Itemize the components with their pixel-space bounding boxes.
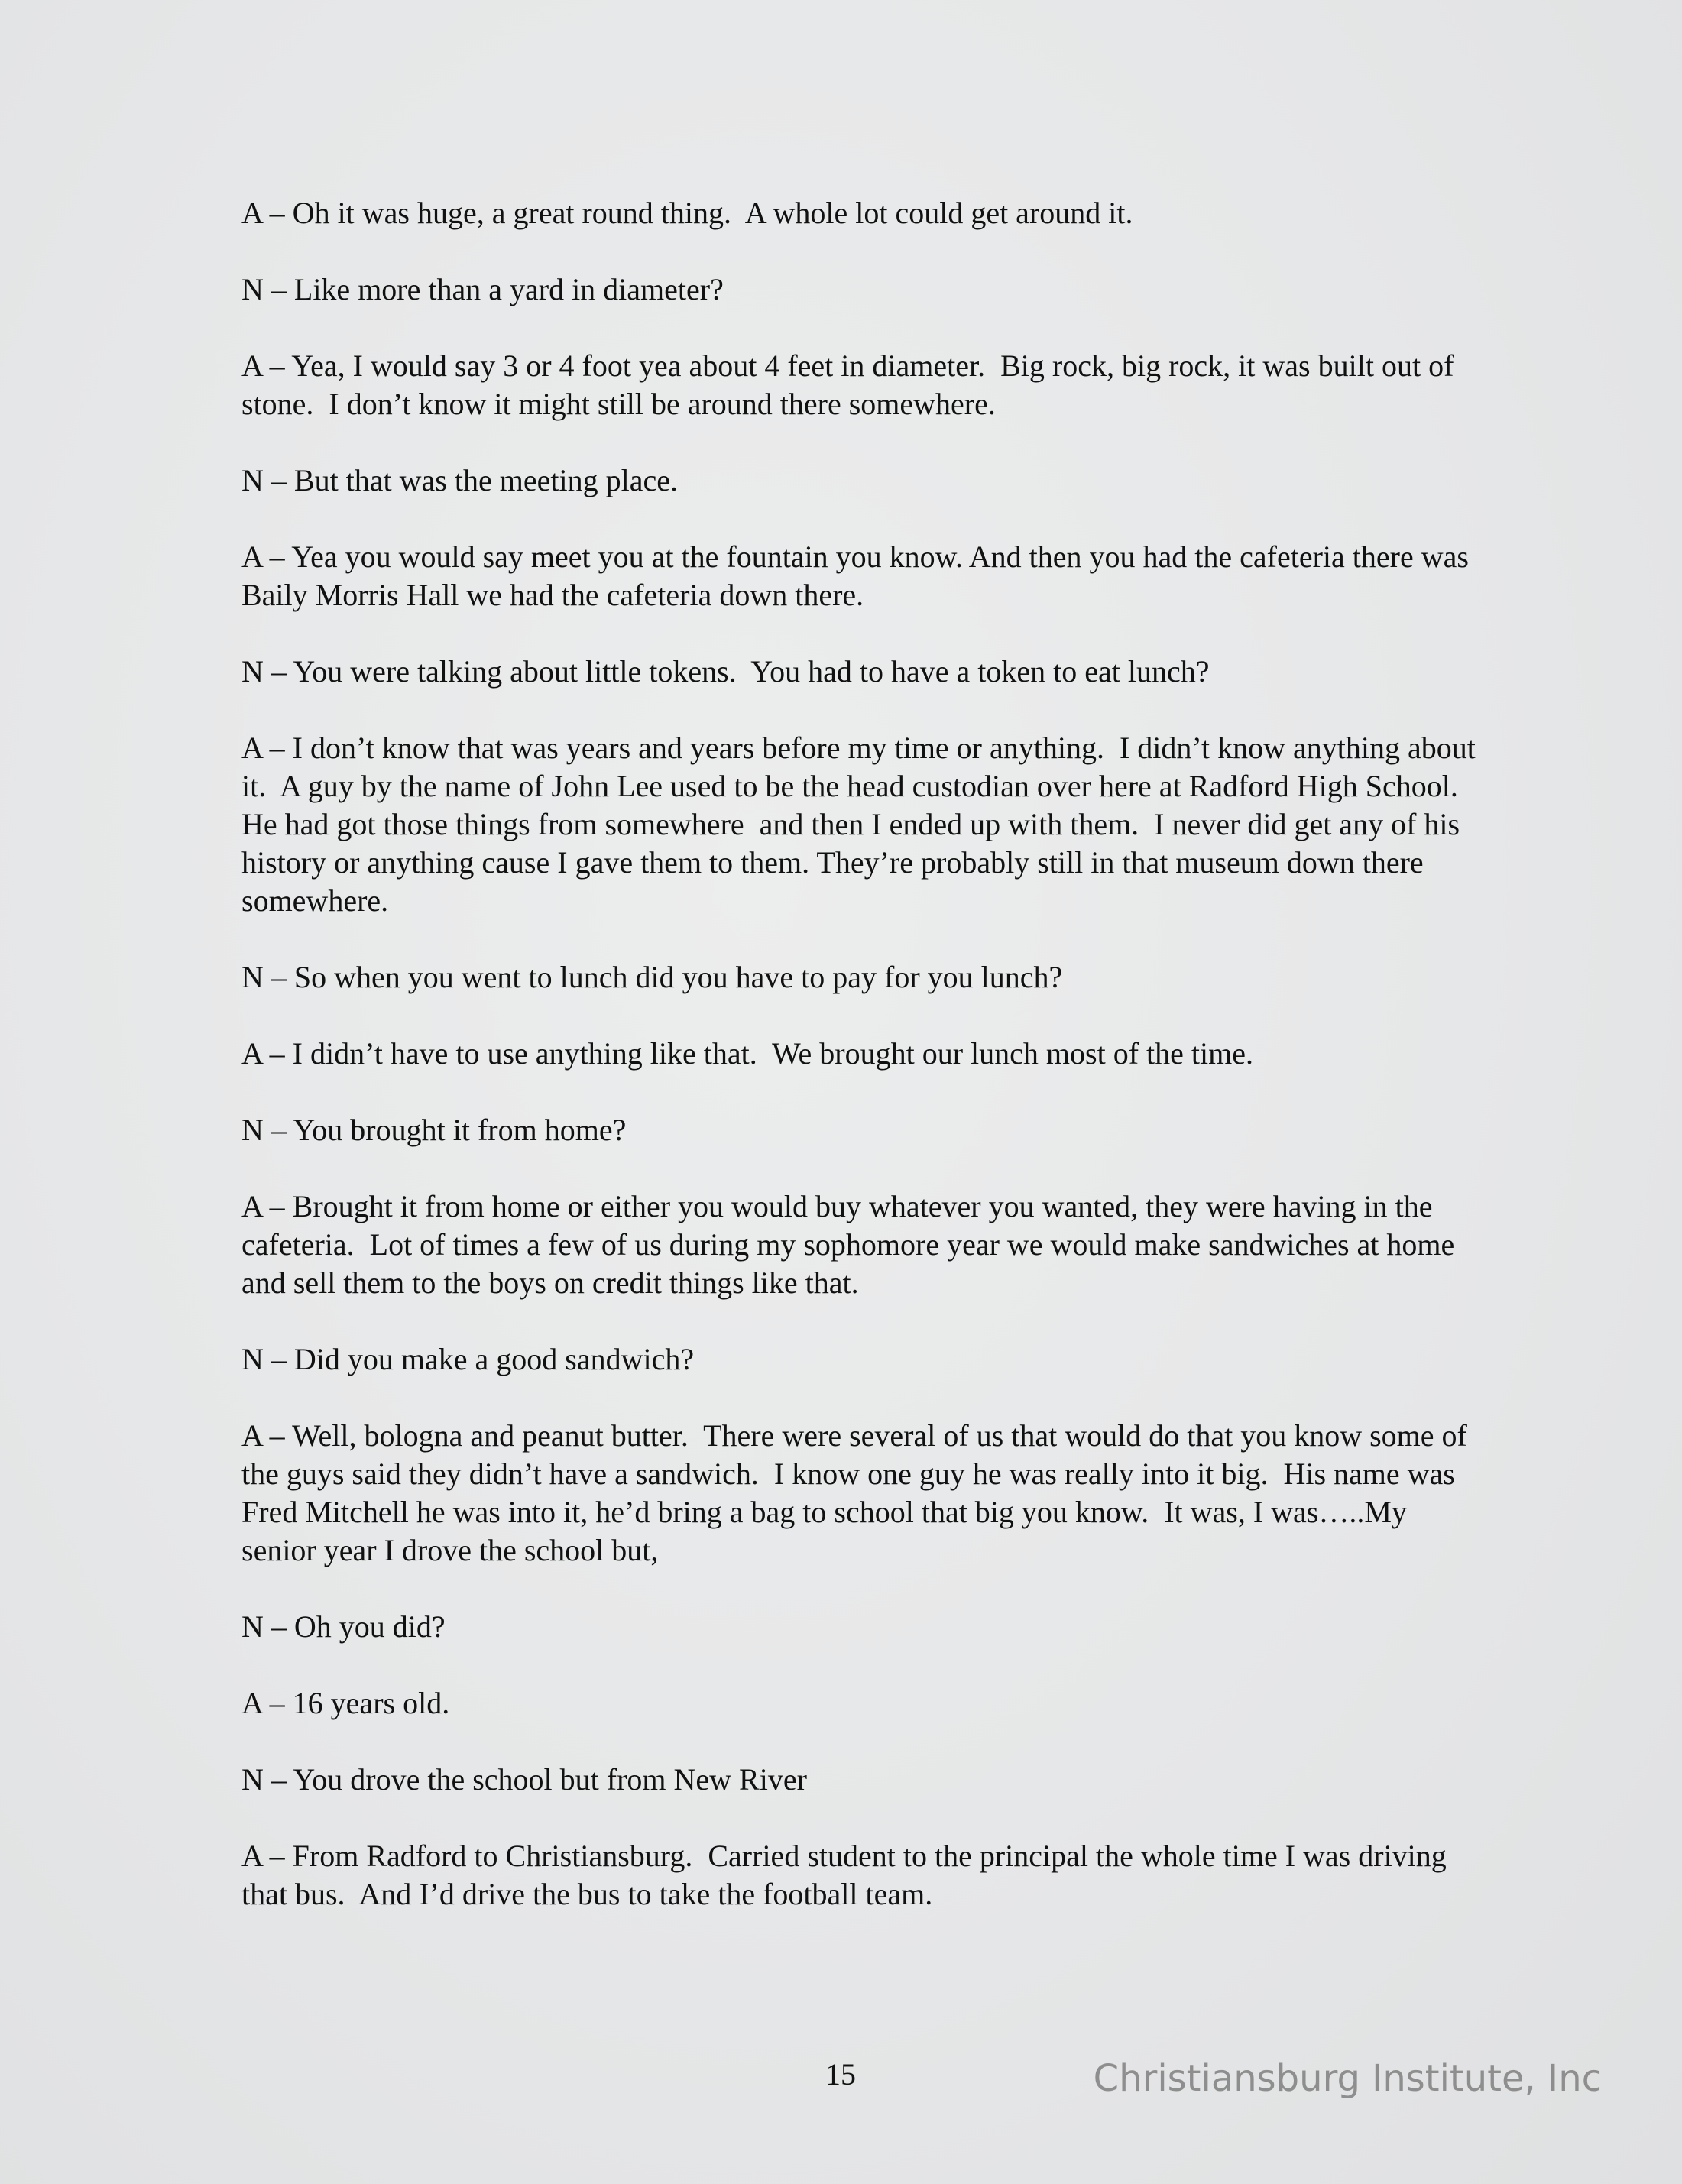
page-number: 15: [825, 2057, 856, 2092]
transcript-paragraph: A – I don’t know that was years and years before my time or anything. I didn’t know anything about it. A guy by the name of John Lee used to be the head custodian over here at Radford High School. He had got those things from somewhere and then I ended up with them. I never did get any of his history or anything cause I gave them to them. They’re probably still in that museum down there somewhere.: [241, 731, 1483, 918]
transcript-paragraph: A – I didn’t have to use anything like that. We brought our lunch most of the time.: [241, 1036, 1253, 1071]
transcript-paragraph: N – But that was the meeting place.: [241, 463, 678, 497]
transcript-paragraph: N – You were talking about little tokens. You had to have a token to eat lunch?: [241, 654, 1210, 689]
transcript-paragraph: A – Oh it was huge, a great round thing. A whole lot could get around it.: [241, 196, 1133, 230]
transcript-paragraph: A – Yea, I would say 3 or 4 foot yea about 4 feet in diameter. Big rock, big rock, it was built out of stone. I don’t know it might still be around there somewhere.: [241, 348, 1462, 421]
transcript-paragraph: A – Well, bologna and peanut butter. There were several of us that would do that you know some of the guys said they didn’t have a sandwich. I know one guy he was really into it big. His name was Fred Mitchell he was into it, he’d bring a bag to school that big you know. It was, I was…..My senior year I drove the school but,: [241, 1418, 1475, 1567]
transcript-paragraph: N – You brought it from home?: [241, 1113, 627, 1147]
watermark-text: Christiansburg Institute, Inc: [1093, 2057, 1602, 2100]
transcript-paragraph: A – 16 years old.: [241, 1686, 450, 1720]
transcript-paragraph: A – Yea you would say meet you at the fountain you know. And then you had the cafeteria there was Baily Morris Hall we had the cafeteria down there.: [241, 540, 1476, 612]
transcript-paragraph: N – You drove the school but from New River: [241, 1762, 807, 1797]
transcript-paragraph: N – So when you went to lunch did you have to pay for you lunch?: [241, 960, 1063, 994]
interview-transcript: [241, 194, 1483, 1952]
transcript-paragraph: N – Did you make a good sandwich?: [241, 1342, 695, 1376]
transcript-paragraph: N – Like more than a yard in diameter?: [241, 272, 724, 306]
transcript-paragraph: A – From Radford to Christiansburg. Carried student to the principal the whole time I was driving that bus. And I’d drive the bus to take the football team.: [241, 1839, 1454, 1911]
transcript-paragraph: A – Brought it from home or either you would buy whatever you wanted, they were having in the cafeteria. Lot of times a few of us during my sophomore year we would make sandwiches at home and sell them to the boys on credit things like that.: [241, 1189, 1463, 1300]
transcript-paragraph: N – Oh you did?: [241, 1609, 446, 1644]
